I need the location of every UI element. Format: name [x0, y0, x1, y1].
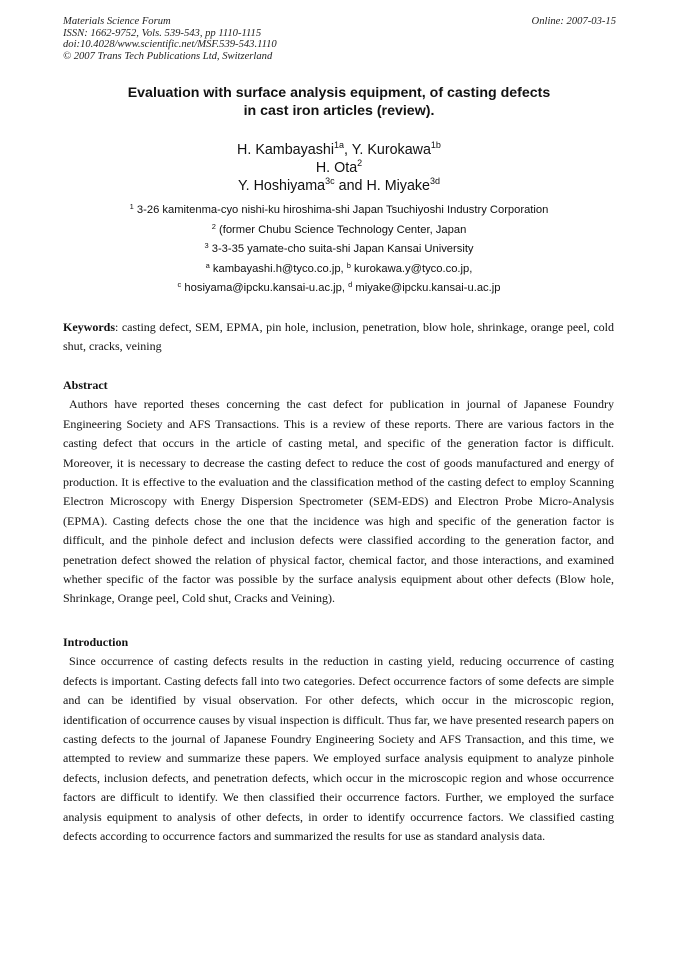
email-line-2 — [60, 279, 618, 299]
paper-title — [60, 84, 618, 120]
introduction-section — [63, 633, 614, 846]
author-separator: , — [344, 142, 352, 158]
abstract-text: Authors have reported theses concerning the cast defect for publication in journal of Japanese Foundry Engineering Society and AFS Transactions. This is a review of these reports. There are various factors in the casting defect that occurs in the article of casting metal, and specific of the generation factor is difficult. Moreover, it is necessary to decrease the casting defect to reduce the cost of goods manufactured and energy of production. It is effective to the evaluation and the classification method of the casting defect to employ Scanning Electron Microscopy with Energy Dispersion Spectrometer (SEM-EDS) and Electron Probe Micro-Analysis (EPMA). Casting defects chose the one that the incidence was high and specific of the generation factor is difficult, and the pinhole defect and inclusion defects were classified according to the generation factor, and penetration defect showed the relation of physical factor, chemical factor, and those interactions, and examined whether specific of the factor was possible by the surface analysis equipment about other defects (Blow hole, Shrinkage, Orange peel, Cold shut, Cracks and Veining). — [63, 397, 614, 606]
introduction-heading: Introduction — [63, 635, 129, 649]
author-name: H. Ota — [315, 160, 358, 176]
author-name: Y. Kurokawa — [351, 142, 431, 158]
author-line-3 — [60, 177, 618, 195]
affil-mark: 2 — [211, 221, 216, 231]
affil-text: (former Chubu Science Technology Center, Japan — [215, 223, 467, 236]
email-address[interactable]: miyake@ipcku.kansai-u.ac.jp — [352, 282, 501, 295]
author-name: H. Miyake — [366, 178, 431, 194]
journal-header — [63, 16, 277, 62]
author-line-1 — [60, 141, 618, 159]
affiliation-1 — [60, 201, 618, 221]
journal-issn: ISSN: 1662-9752, Vols. 539-543, pp 1110-1115 — [63, 27, 262, 39]
author-line-2 — [60, 159, 618, 177]
email-mark: b — [346, 260, 351, 270]
author-affil-mark: 3c — [325, 176, 335, 186]
title-line-1: Evaluation with surface analysis equipment, of casting defects — [127, 85, 551, 101]
author-name: H. Kambayashi — [237, 142, 334, 158]
abstract-section — [63, 376, 614, 609]
keywords-label: Keywords — [63, 320, 115, 334]
email-line-1 — [60, 260, 618, 280]
email-address[interactable]: kurokawa.y@tyco.co.jp, — [350, 262, 473, 275]
affil-mark: 1 — [129, 202, 134, 211]
author-conjunction: and — [334, 178, 367, 194]
email-mark: d — [348, 280, 353, 290]
affil-text: 3-26 kamitenma-cyo nishi-ku hiroshima-shi Japan Tsuchiyoshi Industry Corporation — [133, 204, 549, 216]
author-affil-mark: 2 — [357, 158, 363, 168]
affiliation-3 — [60, 240, 618, 260]
online-date: Online: 2007-03-15 — [531, 16, 616, 27]
affiliation-2 — [60, 221, 618, 241]
title-line-2: in cast iron articles (review). — [243, 103, 435, 119]
journal-copyright: © 2007 Trans Tech Publications Ltd, Switzerland — [63, 50, 273, 62]
keywords-text: : casting defect, SEM, EPMA, pin hole, inclusion, penetration, blow hole, shrinkage, orange peel, cold shut, cracks, veining — [63, 320, 614, 354]
author-affil-mark: 1a — [334, 140, 345, 150]
author-name: Y. Hoshiyama — [237, 178, 326, 194]
abstract-heading: Abstract — [63, 378, 108, 392]
journal-name: Materials Science Forum — [63, 16, 171, 27]
author-list — [60, 141, 618, 195]
author-affil-mark: 1b — [430, 140, 441, 150]
email-mark: c — [177, 280, 182, 290]
journal-doi[interactable]: doi:10.4028/www.scientific.net/MSF.539-543.1110 — [63, 39, 277, 50]
email-address[interactable]: kambayashi.h@tyco.co.jp, — [209, 262, 347, 275]
affil-text: 3-3-35 yamate-cho suita-shi Japan Kansai University — [208, 243, 474, 256]
author-affil-mark: 3d — [430, 176, 441, 186]
affiliation-list — [60, 201, 618, 299]
introduction-text: Since occurrence of casting defects results in the reduction in casting yield, reducing occurrence of casting defects is important. Casting defects fall into two categories. Defect occurrence factors of some defects are simple and can be identified by visual observation. For other defects, which occur in the microscopic region, identification of occurrence causes by visual inspection is difficult. Thus far, we have presented research papers on casting defects to the journal of Japanese Foundry Engineering Society and AFS Transaction, and this time, we attempted to review and summarize these papers. We employed surface analysis equipment to analyze pinhole defects, inclusion defects, and penetration defects, which occur in the microscopic region and whose occurrence factors are difficult to identify. We then classified their occurrence factors. Further, we employed the surface analysis equipment to analysis of other defects, in order to identify occurrence factors. We classified casting defects according to occurrence factors and summarized the results for use as standard analysis data. — [63, 654, 614, 844]
email-address[interactable]: hosiyama@ipcku.kansai-u.ac.jp, — [181, 282, 349, 295]
keywords-section — [63, 318, 614, 357]
email-mark: a — [205, 260, 210, 270]
affil-mark: 3 — [204, 241, 209, 251]
